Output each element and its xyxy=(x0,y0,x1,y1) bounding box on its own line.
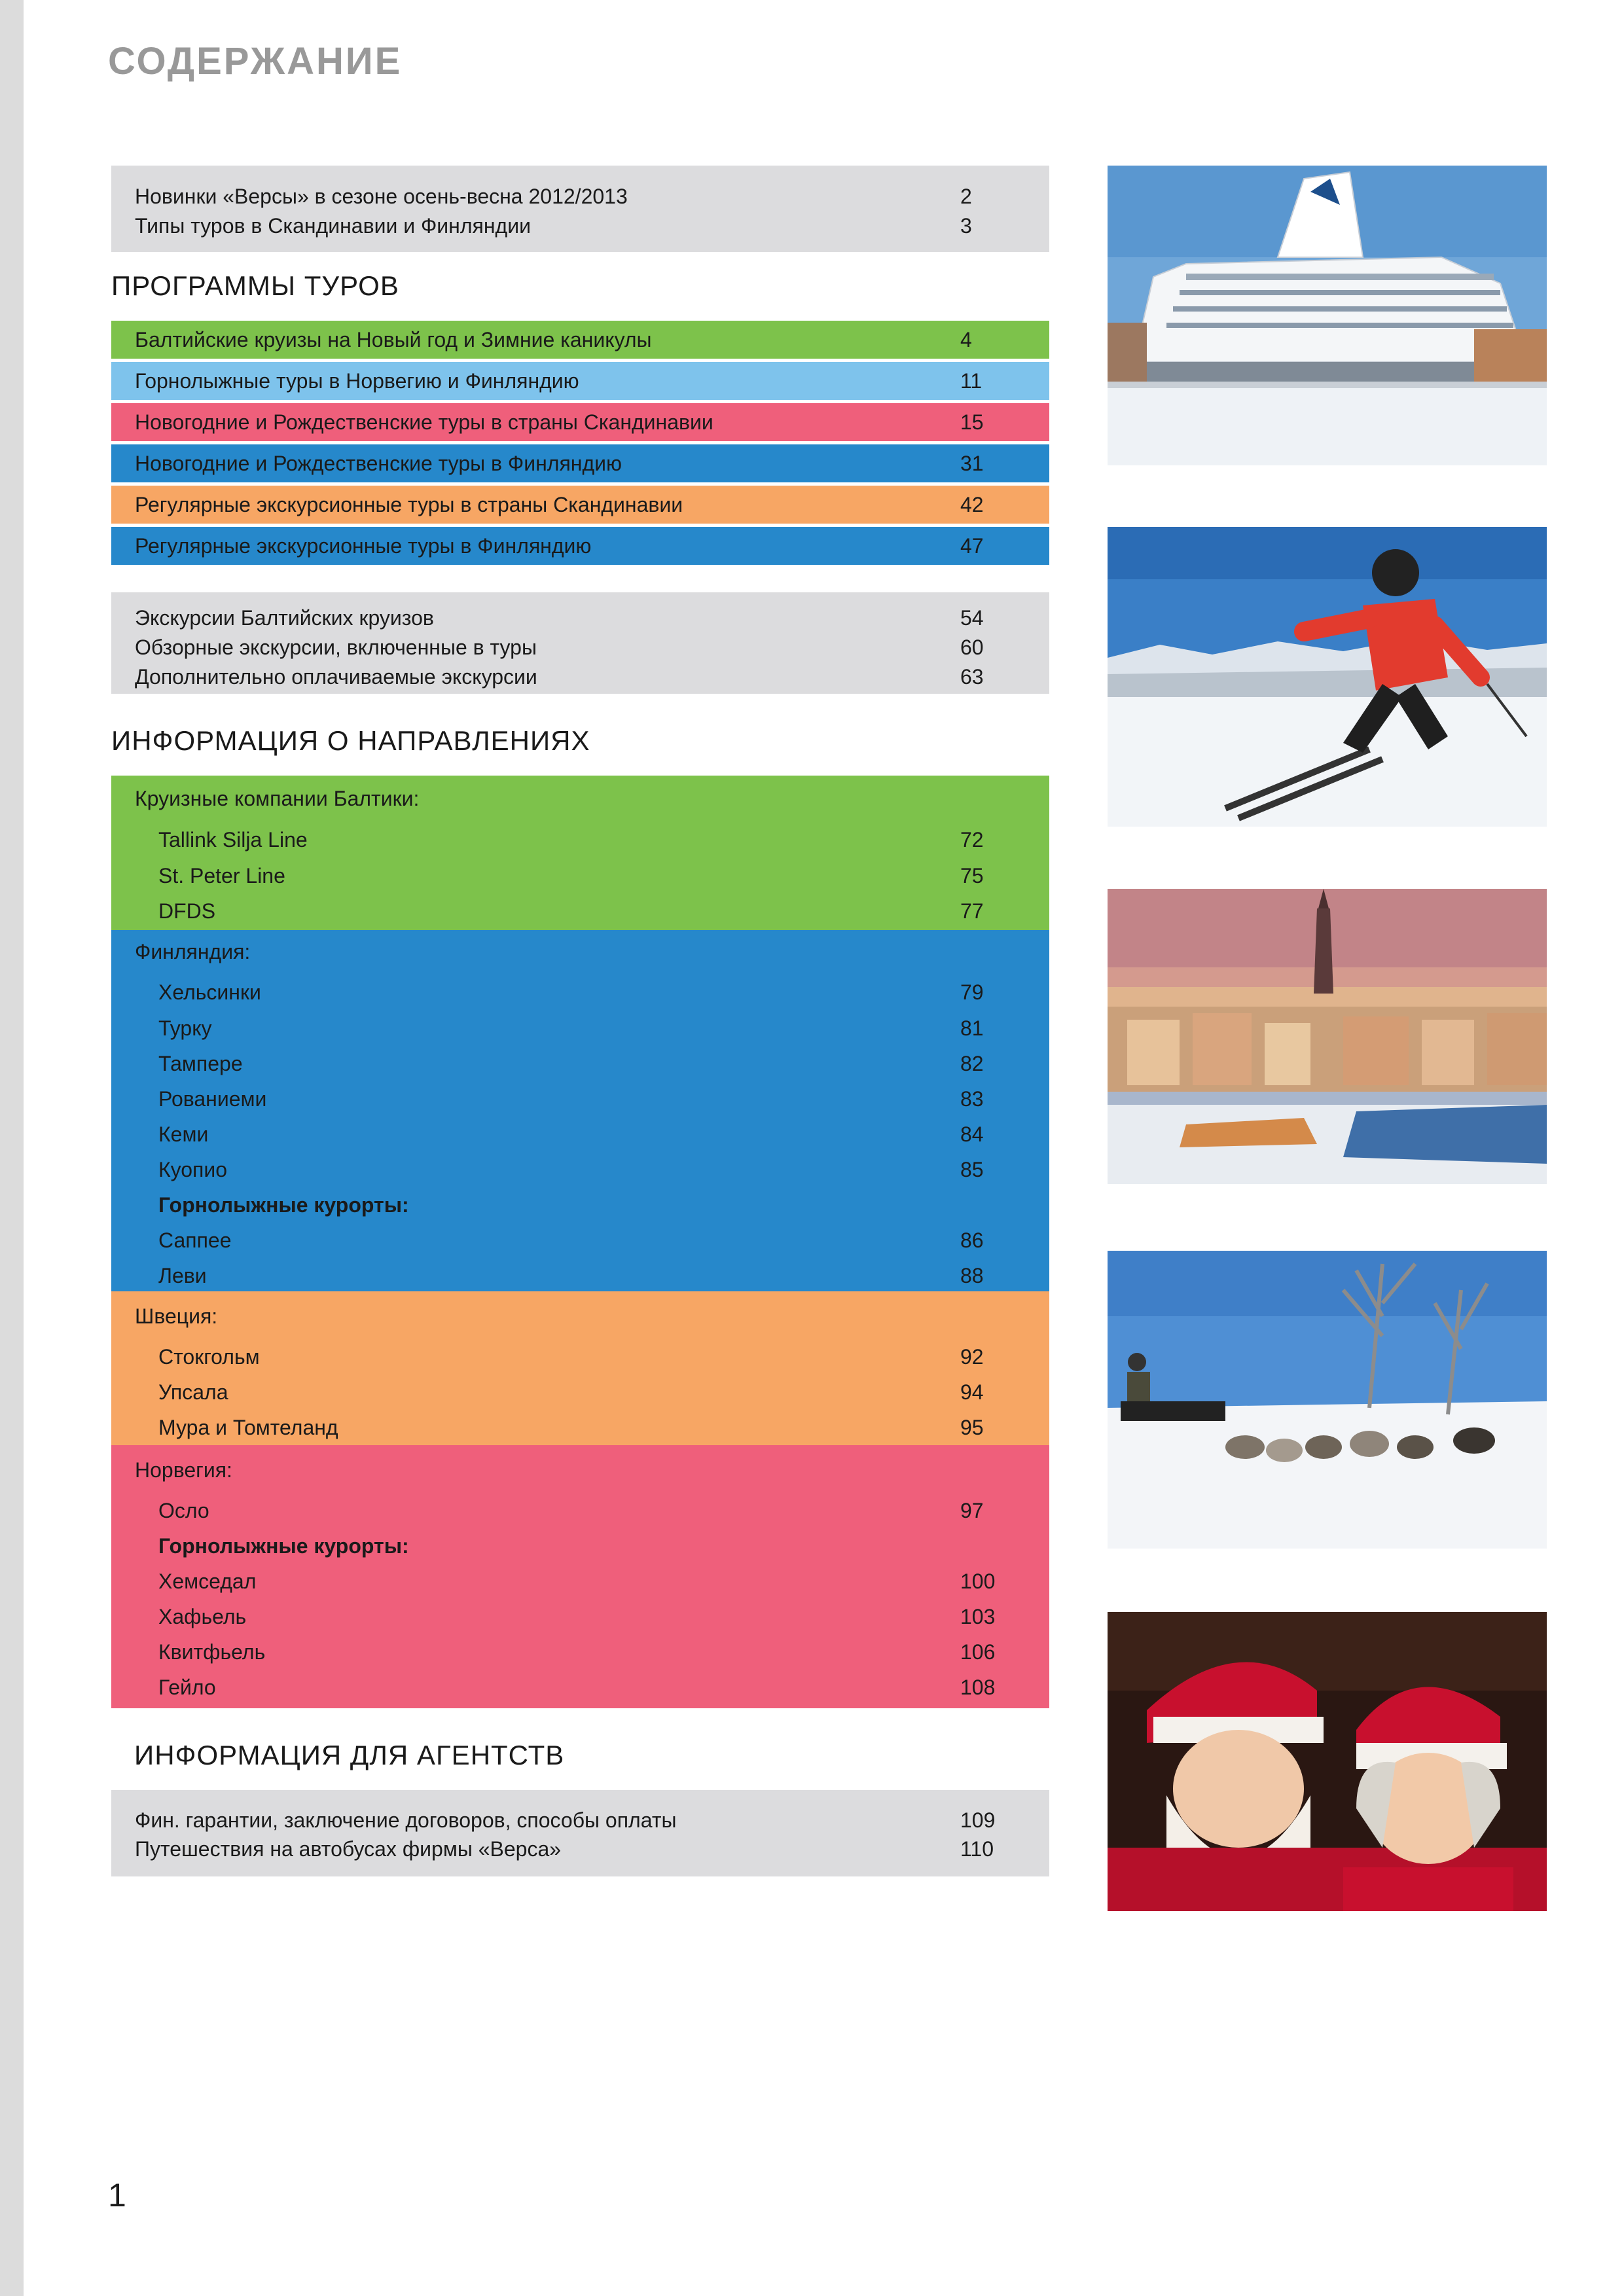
toc-page: 42 xyxy=(960,493,984,516)
toc-page: 3 xyxy=(960,214,972,238)
group-title: Финляндия: xyxy=(135,940,251,963)
toc-label: Регулярные экскурсионные туры в Финляндию xyxy=(135,534,592,558)
group-title: Швеция: xyxy=(135,1304,218,1328)
toc-row[interactable] xyxy=(111,1083,1049,1115)
toc-page: 77 xyxy=(960,899,984,923)
skier-photo xyxy=(1108,527,1547,827)
toc-page: 83 xyxy=(960,1087,984,1111)
page-number: 1 xyxy=(108,2177,126,2214)
toc-label: Стокгольм xyxy=(158,1345,260,1369)
toc-page: 11 xyxy=(960,369,983,393)
left-margin-bar xyxy=(0,0,24,2296)
toc-row[interactable] xyxy=(111,1833,1049,1865)
toc-label: Осло xyxy=(158,1499,209,1522)
dog-sled-photo xyxy=(1108,1251,1547,1549)
toc-label: Гейло xyxy=(158,1676,216,1699)
toc-page: 100 xyxy=(960,1570,996,1593)
toc-page: 110 xyxy=(960,1837,994,1861)
excursions-box xyxy=(111,592,1049,694)
toc-row[interactable] xyxy=(111,209,1049,242)
toc-label: Хафьель xyxy=(158,1605,247,1628)
finland-block xyxy=(111,930,1049,1291)
toc-row[interactable] xyxy=(111,1153,1049,1186)
toc-page: 75 xyxy=(960,864,984,888)
toc-row[interactable] xyxy=(111,1259,1049,1292)
toc-row[interactable] xyxy=(111,1804,1049,1837)
toc-label: Горнолыжные туры в Норвегию и Финляндию xyxy=(135,369,579,393)
toc-page: 94 xyxy=(960,1380,984,1404)
toc-row[interactable] xyxy=(111,1671,1049,1704)
santa-claus-photo xyxy=(1108,1612,1547,1911)
toc-label: Мура и Томтеланд xyxy=(158,1416,338,1439)
toc-label: Саппее xyxy=(158,1229,232,1252)
toc-label: Фин. гарантии, заключение договоров, способы оплаты xyxy=(135,1808,677,1832)
toc-row[interactable] xyxy=(111,823,1049,856)
toc-page: 72 xyxy=(960,828,984,852)
toc-row[interactable] xyxy=(111,859,1049,892)
agencies-box xyxy=(111,1790,1049,1876)
section-heading-destinations: ИНФОРМАЦИЯ О НАПРАВЛЕНИЯХ xyxy=(111,725,590,756)
toc-row[interactable] xyxy=(111,1565,1049,1598)
toc-label: Упсала xyxy=(158,1380,228,1404)
toc-row[interactable] xyxy=(111,976,1049,1009)
toc-row[interactable] xyxy=(111,631,1049,664)
toc-page: 63 xyxy=(960,665,984,689)
toc-page: 106 xyxy=(960,1640,996,1664)
toc-page: 88 xyxy=(960,1264,984,1287)
toc-page: 85 xyxy=(960,1158,984,1181)
toc-label: Новогодние и Рождественские туры в Финляндию xyxy=(135,452,622,475)
cruise-ship-photo xyxy=(1108,166,1547,465)
page-title: СОДЕРЖАНИЕ xyxy=(108,40,403,82)
toc-page: 31 xyxy=(960,452,984,475)
toc-label: Новинки «Версы» в сезоне осень-весна 2012/2013 xyxy=(135,185,628,208)
toc-row[interactable] xyxy=(111,180,1049,213)
intro-box xyxy=(111,166,1049,252)
toc-page: 79 xyxy=(960,980,984,1004)
toc-page: 108 xyxy=(960,1676,996,1699)
program-bar[interactable] xyxy=(111,486,1049,524)
toc-row[interactable] xyxy=(111,1224,1049,1257)
group-title: Круизные компании Балтики: xyxy=(135,787,420,810)
toc-row[interactable] xyxy=(111,895,1049,927)
toc-row[interactable] xyxy=(111,1012,1049,1045)
toc-label: Квитфьель xyxy=(158,1640,266,1664)
toc-page: 81 xyxy=(960,1016,984,1040)
toc-label: Обзорные экскурсии, включенные в туры xyxy=(135,636,537,659)
toc-row[interactable] xyxy=(111,1047,1049,1080)
toc-row[interactable] xyxy=(111,601,1049,634)
toc-row[interactable] xyxy=(111,1636,1049,1668)
toc-page: 60 xyxy=(960,636,984,659)
toc-row[interactable] xyxy=(111,1494,1049,1527)
toc-page: 103 xyxy=(960,1605,996,1628)
stockholm-photo xyxy=(1108,889,1547,1184)
program-bar[interactable] xyxy=(111,403,1049,441)
toc-label: Типы туров в Скандинавии и Финляндии xyxy=(135,214,531,238)
resorts-subheading: Горнолыжные курорты: xyxy=(158,1193,409,1217)
toc-label: Куопио xyxy=(158,1158,228,1181)
toc-page: 54 xyxy=(960,606,984,630)
toc-page: 82 xyxy=(960,1052,984,1075)
program-bar[interactable] xyxy=(111,362,1049,400)
toc-label: Турку xyxy=(158,1016,212,1040)
toc-label: Тампере xyxy=(158,1052,243,1075)
toc-page: 97 xyxy=(960,1499,984,1522)
resorts-subheading: Горнолыжные курорты: xyxy=(158,1534,409,1558)
toc-page: 15 xyxy=(960,410,984,434)
toc-page: 84 xyxy=(960,1122,984,1146)
toc-label: Новогодние и Рождественские туры в страны Скандинавии xyxy=(135,410,713,434)
toc-row[interactable] xyxy=(111,1118,1049,1151)
sweden-block xyxy=(111,1291,1049,1445)
toc-page: 4 xyxy=(960,328,972,351)
toc-label: Регулярные экскурсионные туры в страны Скандинавии xyxy=(135,493,683,516)
toc-label: Хельсинки xyxy=(158,980,261,1004)
toc-label: DFDS xyxy=(158,899,216,923)
toc-label: Кеми xyxy=(158,1122,209,1146)
group-title: Норвегия: xyxy=(135,1458,232,1482)
toc-row[interactable] xyxy=(111,1411,1049,1444)
program-bar[interactable] xyxy=(111,444,1049,482)
toc-label: St. Peter Line xyxy=(158,864,285,888)
toc-row[interactable] xyxy=(111,1340,1049,1373)
program-bar[interactable] xyxy=(111,321,1049,359)
toc-page: 47 xyxy=(960,534,984,558)
toc-page: 95 xyxy=(960,1416,984,1439)
program-bar[interactable] xyxy=(111,527,1049,565)
toc-page: 109 xyxy=(960,1808,996,1832)
toc-row[interactable] xyxy=(111,1376,1049,1408)
toc-label: Хемседал xyxy=(158,1570,257,1593)
norway-block xyxy=(111,1445,1049,1708)
toc-label: Дополнительно оплачиваемые экскурсии xyxy=(135,665,537,689)
cruise-block xyxy=(111,776,1049,930)
toc-page: 92 xyxy=(960,1345,984,1369)
section-heading-agencies: ИНФОРМАЦИЯ ДЛЯ АГЕНТСТВ xyxy=(134,1740,565,1770)
toc-label: Леви xyxy=(158,1264,207,1287)
toc-label: Балтийские круизы на Новый год и Зимние каникулы xyxy=(135,328,652,351)
toc-label: Рованиеми xyxy=(158,1087,267,1111)
toc-label: Экскурсии Балтийских круизов xyxy=(135,606,434,630)
toc-page: 86 xyxy=(960,1229,984,1252)
toc-row[interactable] xyxy=(111,660,1049,693)
toc-row[interactable] xyxy=(111,1600,1049,1633)
toc-page: 2 xyxy=(960,185,972,208)
toc-label: Tallink Silja Line xyxy=(158,828,308,852)
section-heading-programs: ПРОГРАММЫ ТУРОВ xyxy=(111,270,399,301)
toc-label: Путешествия на автобусах фирмы «Верса» xyxy=(135,1837,562,1861)
